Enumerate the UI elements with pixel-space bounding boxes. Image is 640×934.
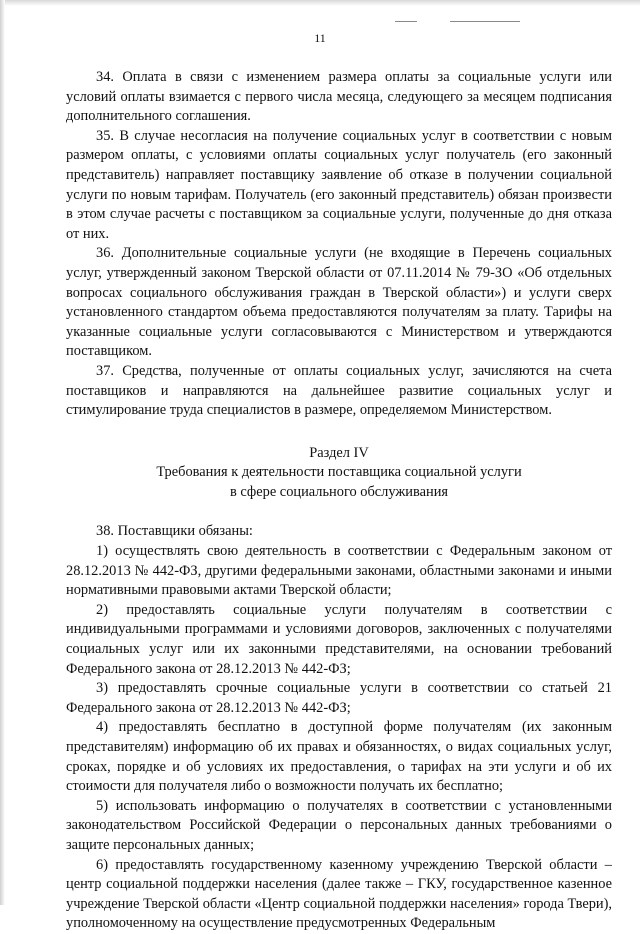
scan-top-edge (0, 0, 640, 6)
clause-34: 34. Оплата в связи с изменением размера оплаты за социальные услуги или условий оплаты взимается с первого числа месяца, следующего за месяцем подписания дополнительного соглашения. (66, 69, 612, 125)
clause-37: 37. Средства, полученные от оплаты социальных услуг, зачисляются на счета поставщиков и направляются на дальнейшее развитие социальных услуг и стимулирование труда специалистов в размере, определяемом Министерством. (66, 362, 612, 419)
obligation-5: 5) использовать информацию о получателях в соответствии с установленными законодательством Российской Федерации о персональных данных требованиями о защите персональных данных; (66, 797, 612, 853)
scan-mark (450, 21, 520, 22)
section-spacer (66, 502, 612, 522)
scan-mark (395, 21, 417, 22)
obligation-1: 1) осуществлять свою деятельность в соответствии с Федеральным законом от 28.12.2013 № 442-ФЗ, другими федеральными законами, областными законами и иными нормативными правовыми актами Тверской области; (66, 543, 612, 599)
clause-35: 35. В случае несогласия на получение социальных услуг в соответствии с новым размером оплаты, с условиями оплаты социальных услуг получатель (его законный представитель) направляет поставщику заявление об отказе в получении социальной услуги по новым тарифам. Получатель (его законный представитель) обязан произвести в этом случае расчеты с поставщиком за социальные услуги, полученные до дня отказа от них. (66, 127, 612, 242)
clause-36: 36. Дополнительные социальные услуги (не входящие в Перечень социальных услуг, утвержденный законом Тверской области от 07.11.2014 № 79-ЗО «Об отдельных вопросах социального обслуживания граждан в Тверской области») и услуги сверх установленного стандартом объема предоставляются получателям за плату. Тарифы на указанные социальные услуги согласовываются с Министерством и утверждаются поставщиком. (66, 245, 612, 360)
section-title: Раздел IV (309, 444, 369, 461)
section-subtitle-line-2: в сфере социального обслуживания (229, 483, 449, 500)
obligation-2: 2) предоставлять социальные услуги получателям в соответствии с индивидуальными программами и условиями договоров, заключенных с получателями социальных услуг или их законными представителями, на основании требований Федерального закона от 28.12.2013 № 442-ФЗ; (66, 601, 612, 677)
section-spacer (66, 421, 612, 444)
document-body (66, 68, 612, 934)
clause-38: 38. Поставщики обязаны: (96, 523, 253, 540)
section-subtitle-line-1: Требования к деятельности поставщика социальной услуги (156, 464, 522, 481)
obligation-3: 3) предоставлять срочные социальные услуги в соответствии со статьей 21 Федерального закона от 28.12.2013 № 442-ФЗ; (66, 680, 612, 716)
obligation-4: 4) предоставлять бесплатно в доступной форме получателям (их законным представителям) информацию об их правах и обязанностях, о видах социальных услуг, сроках, порядке и об условиях их предоставления, о тарифах на эти услуги и об их стоимости для получателя либо о возможности получать их бесплатно; (66, 719, 612, 795)
page-number: 11 (314, 31, 326, 45)
scan-left-edge (0, 0, 5, 905)
obligation-6: 6) предоставлять государственному казенному учреждению Тверской области – центр социальной поддержки населения (далее также – ГКУ, государственное казенное учреждение Тверской области «Центр социальной поддержки населения» города Твери), уполномоченному на осуществление предусмотренных Федеральным (66, 856, 612, 932)
